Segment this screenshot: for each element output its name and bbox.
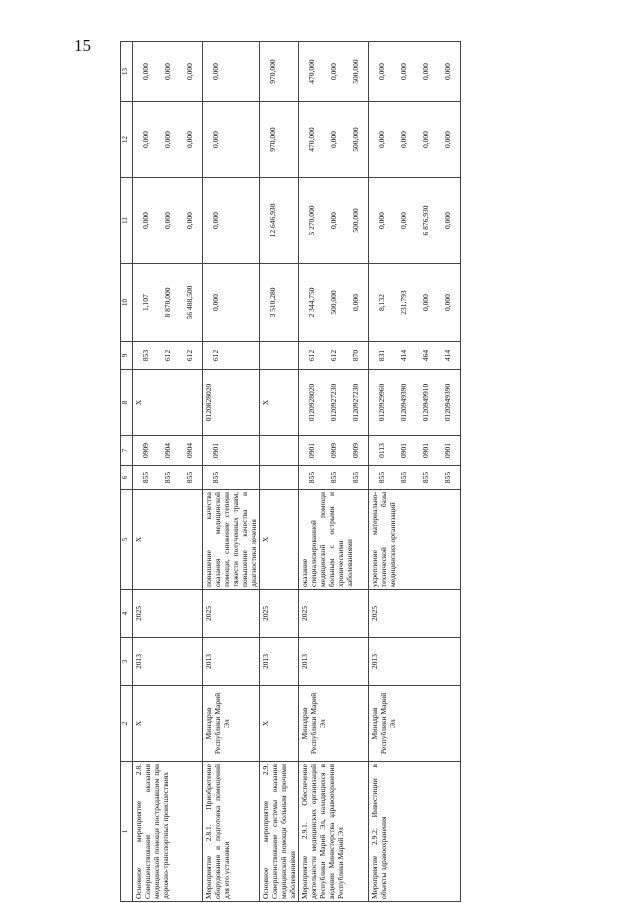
rzpr-code-value: 0113: [377, 443, 386, 458]
measure-name: Основное мероприятие 2.8. Совершенствование оказания медицинской помощи пострадавшим при дорожно-транспортных происшествиях: [133, 762, 203, 902]
grbs-code-value: 855: [351, 471, 360, 484]
amount-col-12-value: 500,000: [351, 127, 360, 152]
amount-col-12-value: 470,000: [307, 127, 316, 152]
csr-code-value: 0120927230: [351, 383, 360, 422]
amount-col-11-value: 0,000: [141, 212, 150, 229]
rzpr-code-value: 0901: [211, 443, 220, 458]
amount-col-13-value: 470,000: [307, 59, 316, 84]
table-row: [260, 42, 299, 902]
amount-col-13: [369, 42, 461, 102]
rzpr-code: [260, 436, 299, 466]
amount-col-13-value: 0,000: [443, 63, 452, 80]
amount-col-13-value: 0,000: [377, 63, 386, 80]
vr-code-value: 612: [329, 349, 338, 362]
amount-col-10-value: 1,107: [141, 294, 150, 311]
csr-code-value: 0120949390: [443, 383, 452, 422]
amount-col-11: [369, 178, 461, 264]
amount-col-13: [203, 42, 260, 102]
vr-code: [133, 342, 203, 370]
amount-col-11-value: 0,000: [377, 212, 386, 229]
amount-col-11-value: 0,000: [163, 212, 172, 229]
vr-code-value: 870: [351, 349, 360, 362]
start-year: 2013: [133, 638, 203, 686]
start-year: 2013: [369, 638, 461, 686]
start-year: 2013: [299, 638, 369, 686]
amount-col-13-value: 0,000: [163, 63, 172, 80]
grbs-code-value: 855: [307, 471, 316, 484]
amount-col-13: [133, 42, 203, 102]
amount-col-11-value: 0,000: [211, 212, 220, 229]
grbs-code-value: 855: [377, 471, 386, 484]
amount-col-10-value: 2 344,750: [307, 287, 316, 318]
expected-result: Х: [133, 490, 203, 590]
table-row: [299, 42, 369, 902]
amount-col-12: [133, 102, 203, 178]
page-number: 15: [74, 36, 91, 55]
amount-col-13-value: 0,000: [185, 63, 194, 80]
expected-result: оказание специализированной медицинской помощи больным с острыми и хроническими заболеваниями: [299, 490, 369, 590]
amount-col-11-value: 5 270,000: [307, 205, 316, 236]
amount-col-12-value: 0,000: [163, 131, 172, 148]
amount-col-10: [299, 264, 369, 342]
executor: Минздрав Республики Марий Эл: [203, 686, 260, 762]
amount-col-12: [369, 102, 461, 178]
csr-code: [299, 370, 369, 436]
measure-name: Основное мероприятие 2.9. Совершенствование системы оказания медицинской помощи больным прочими заболеваниями: [260, 762, 299, 902]
column-header-6: 6: [121, 466, 133, 490]
amount-col-11: [133, 178, 203, 264]
column-header-2: 2: [121, 686, 133, 762]
grbs-code: [369, 466, 461, 490]
end-year: 2025: [369, 590, 461, 638]
amount-col-11-value: 0,000: [443, 212, 452, 229]
amount-col-13-value: 0,000: [211, 63, 220, 80]
table-body: [133, 42, 461, 902]
executor: Х: [260, 686, 299, 762]
grbs-code-value: 855: [185, 471, 194, 484]
grbs-code: [299, 466, 369, 490]
amount-col-12-value: 0,000: [377, 131, 386, 148]
vr-code-value: 464: [421, 349, 430, 362]
grbs-code-value: 855: [329, 471, 338, 484]
grbs-code: [203, 466, 260, 490]
amount-col-10-value: 56 488,500: [185, 285, 194, 320]
vr-code-value: 612: [211, 349, 220, 362]
amount-col-10: [260, 264, 299, 342]
column-header-13: 13: [121, 42, 133, 102]
grbs-code-value: 855: [399, 471, 408, 484]
expected-result: Х: [260, 490, 299, 590]
amount-col-11-value: 12 646,930: [268, 203, 277, 238]
csr-code-value: 0120928020: [307, 383, 316, 422]
vr-code: [299, 342, 369, 370]
amount-col-10: [369, 264, 461, 342]
column-header-9: 9: [121, 342, 133, 370]
rzpr-code-value: 0909: [329, 443, 338, 458]
amount-col-10: [133, 264, 203, 342]
end-year: 2025: [260, 590, 299, 638]
measure-name: Мероприятие 2.8.1. Приобретение оборудования и подготовка помещений для его установки: [203, 762, 260, 902]
amount-col-11: [203, 178, 260, 264]
amount-col-10-value: 3 510,280: [268, 287, 277, 318]
amount-col-11-value: 0,000: [185, 212, 194, 229]
end-year: 2025: [133, 590, 203, 638]
csr-code-value: 0120949390: [399, 383, 408, 422]
table-row: [369, 42, 461, 902]
measure-name: Мероприятие 2.9.2. Инвестиции в объекты здравоохранения: [369, 762, 461, 902]
csr-code: [369, 370, 461, 436]
rzpr-code-value: 0901: [421, 443, 430, 458]
rotated-table-container: [120, 42, 544, 902]
amount-col-13: [299, 42, 369, 102]
start-year: 2013: [260, 638, 299, 686]
csr-code-value: 0120929960: [377, 383, 386, 422]
column-header-11: 11: [121, 178, 133, 264]
table-row: [133, 42, 203, 902]
amount-col-13-value: 0,000: [329, 63, 338, 80]
csr-code-value: 0120949910: [421, 383, 430, 422]
column-header-7: 7: [121, 436, 133, 466]
amount-col-12-value: 0,000: [443, 131, 452, 148]
vr-code-value: 414: [399, 349, 408, 362]
rzpr-code: [369, 436, 461, 466]
amount-col-13-value: 500,000: [351, 59, 360, 84]
vr-code-value: 612: [307, 349, 316, 362]
rzpr-code: [203, 436, 260, 466]
executor: Минздрав Республики Марий Эл: [369, 686, 461, 762]
program-activities-table: [120, 41, 461, 902]
csr-code: Х: [133, 370, 203, 436]
vr-code: [369, 342, 461, 370]
start-year: 2013: [203, 638, 260, 686]
amount-col-12-value: 0,000: [141, 131, 150, 148]
rzpr-code-value: 0904: [163, 443, 172, 458]
amount-col-10-value: 8 870,000: [163, 287, 172, 318]
amount-col-12-value: 0,000: [421, 131, 430, 148]
rzpr-code: [133, 436, 203, 466]
rzpr-code-value: 0909: [141, 443, 150, 458]
vr-code-value: 414: [443, 349, 452, 362]
rzpr-code-value: 0909: [351, 443, 360, 458]
end-year: 2025: [203, 590, 260, 638]
header-row: [121, 42, 133, 902]
expected-result: укрепление материально-технической базы медицинских организаций: [369, 490, 461, 590]
amount-col-12: [299, 102, 369, 178]
vr-code: [260, 342, 299, 370]
rzpr-code-value: 0901: [443, 443, 452, 458]
column-header-4: 4: [121, 590, 133, 638]
amount-col-12: [203, 102, 260, 178]
table-row: [203, 42, 260, 902]
vr-code-value: 612: [163, 349, 172, 362]
amount-col-11-value: 0,000: [329, 212, 338, 229]
grbs-code-value: 855: [211, 471, 220, 484]
amount-col-13-value: 0,000: [421, 63, 430, 80]
amount-col-10-value: 0,000: [351, 294, 360, 311]
executor: Х: [133, 686, 203, 762]
amount-col-12-value: 0,000: [211, 131, 220, 148]
grbs-code-value: 855: [421, 471, 430, 484]
amount-col-11: [260, 178, 299, 264]
expected-result: повышение качества оказания медицинской помощи, снижение степени тяжести полученных травм, повышение качества и диагностики лечения: [203, 490, 260, 590]
vr-code-value: 612: [185, 349, 194, 362]
grbs-code-value: 855: [443, 471, 452, 484]
amount-col-12-value: 0,000: [399, 131, 408, 148]
column-header-1: 1: [121, 762, 133, 902]
csr-code: 0120828020: [203, 370, 260, 436]
amount-col-11: [299, 178, 369, 264]
amount-col-10-value: 0,000: [443, 294, 452, 311]
column-header-5: 5: [121, 490, 133, 590]
measure-name: Мероприятие 2.9.1. Обеспечение деятельности медицинских организаций Республики Марий Эл, находящихся в ведении Министерства здравоохранения Республики Марий Эл: [299, 762, 369, 902]
amount-col-12-value: 970,000: [268, 127, 277, 152]
column-header-12: 12: [121, 102, 133, 178]
csr-code-value: 0120927230: [329, 383, 338, 422]
amount-col-13-value: 0,000: [141, 63, 150, 80]
amount-col-10: [203, 264, 260, 342]
amount-col-11-value: 0,000: [399, 212, 408, 229]
end-year: 2025: [299, 590, 369, 638]
amount-col-10-value: 0,000: [211, 294, 220, 311]
vr-code-value: 831: [377, 349, 386, 362]
grbs-code-value: 855: [163, 471, 172, 484]
amount-col-12: [260, 102, 299, 178]
grbs-code: [260, 466, 299, 490]
column-header-10: 10: [121, 264, 133, 342]
amount-col-11-value: 500,000: [351, 208, 360, 233]
rzpr-code-value: 0904: [185, 443, 194, 458]
column-header-8: 8: [121, 370, 133, 436]
amount-col-12-value: 0,000: [185, 131, 194, 148]
rzpr-code: [299, 436, 369, 466]
amount-col-10-value: 0,000: [421, 294, 430, 311]
amount-col-10-value: 500,000: [329, 290, 338, 315]
column-header-3: 3: [121, 638, 133, 686]
amount-col-13: [260, 42, 299, 102]
vr-code: [203, 342, 260, 370]
vr-code-value: 853: [141, 349, 150, 362]
amount-col-13-value: 970,000: [268, 59, 277, 84]
grbs-code: [133, 466, 203, 490]
amount-col-13-value: 0,000: [399, 63, 408, 80]
grbs-code-value: 855: [141, 471, 150, 484]
amount-col-12-value: 0,000: [329, 131, 338, 148]
rzpr-code-value: 0901: [307, 443, 316, 458]
amount-col-10-value: 8,132: [377, 294, 386, 311]
amount-col-11-value: 6 876,930: [421, 205, 430, 236]
amount-col-10-value: 231,793: [399, 290, 408, 315]
csr-code: Х: [260, 370, 299, 436]
executor: Минздрав Республики Марий Эл: [299, 686, 369, 762]
rzpr-code-value: 0901: [399, 443, 408, 458]
